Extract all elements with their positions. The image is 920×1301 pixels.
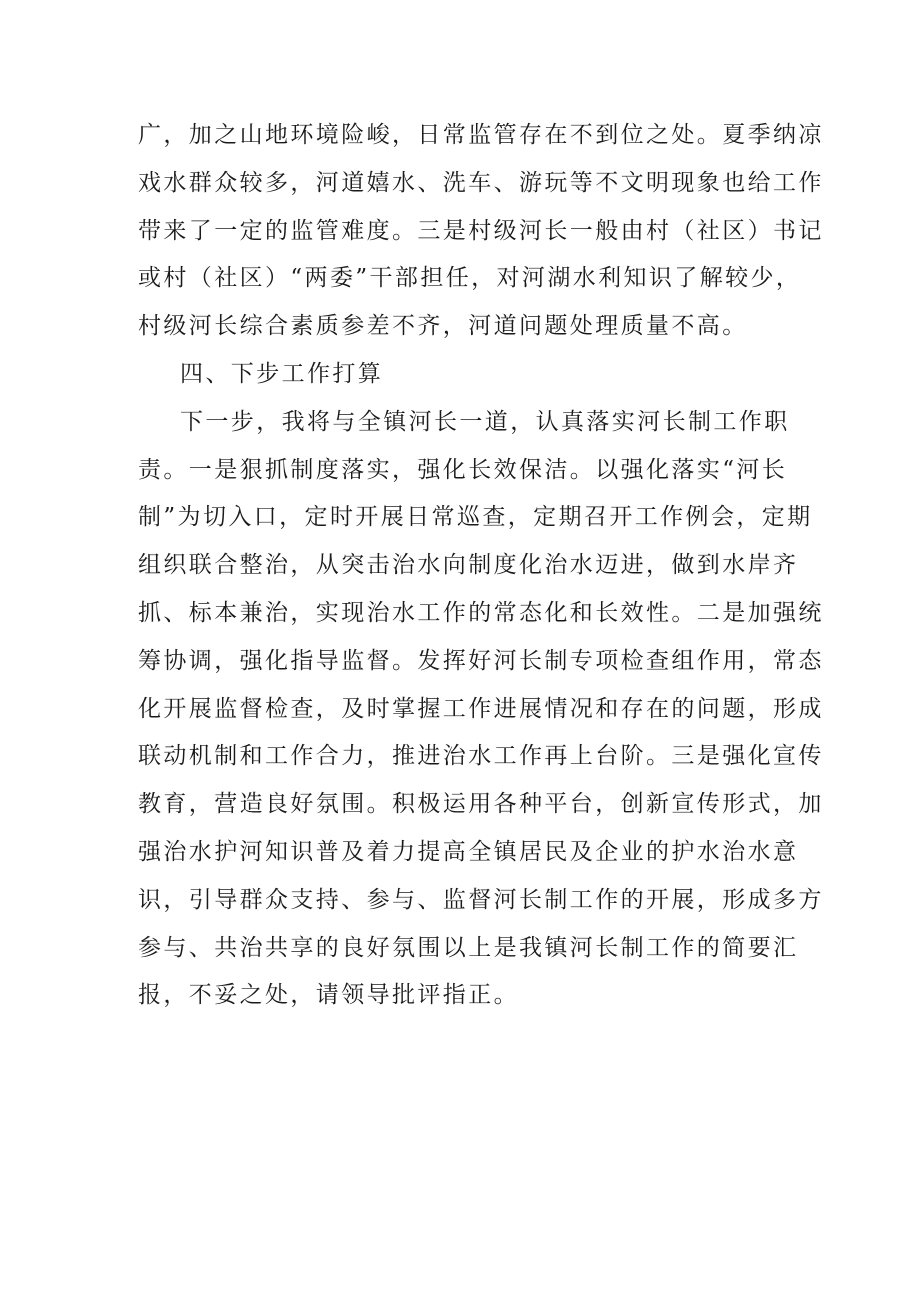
paragraph-line: 强治水护河知识普及着力提高全镇居民及企业的护水治水意 xyxy=(138,838,799,865)
paragraph-line: 组织联合整治，从突击治水向制度化治水迈进，做到水岸齐 xyxy=(138,552,799,579)
paragraph-line: 筹协调，强化指导监督。发挥好河长制专项检查组作用，常态 xyxy=(138,647,824,674)
paragraph-line: 制”为切入口，定时开展日常巡查，定期召开工作例会，定期 xyxy=(138,504,813,531)
paragraph-line: 化开展监督检查，及时掌握工作进展情况和存在的问题，形成 xyxy=(138,695,824,722)
paragraph-line: 下一步，我将与全镇河长一道，认真落实河长制工作职 xyxy=(180,408,790,435)
paragraph-line: 广，加之山地环境险峻，日常监管存在不到位之处。夏季纳凉 xyxy=(138,122,824,148)
paragraph-line: 报，不妥之处，请领导批评指正。 xyxy=(138,982,519,1009)
section-heading: 四、下步工作打算 xyxy=(180,360,384,387)
paragraph-line: 抓、标本兼治，实现治水工作的常态化和长效性。二是加强统 xyxy=(138,599,824,626)
paragraph-line: 责。一是狠抓制度落实，强化长效保洁。以强化落实“河长 xyxy=(138,456,788,483)
paragraph-line: 或村（社区）“两委”干部担任，对河湖水利知识了解较少， xyxy=(138,265,802,292)
paragraph-line: 联动机制和工作合力，推进治水工作再上台阶。三是强化宣传 xyxy=(138,743,824,770)
paragraph-line: 村级河长综合素质参差不齐，河道问题处理质量不高。 xyxy=(138,313,748,340)
paragraph-line: 戏水群众较多，河道嬉水、洗车、游玩等不文明现象也给工作 xyxy=(138,169,824,196)
paragraph-line: 教育，营造良好氛围。积极运用各种平台，创新宣传形式，加 xyxy=(138,791,824,818)
paragraph-line: 参与、共治共享的良好氛围以上是我镇河长制工作的简要汇 xyxy=(138,934,799,961)
paragraph-line: 识，引导群众支持、参与、监督河长制工作的开展，形成多方 xyxy=(138,886,824,913)
document-body xyxy=(138,112,824,1020)
paragraph-line: 带来了一定的监管难度。三是村级河长一般由村（社区）书记 xyxy=(138,217,824,244)
